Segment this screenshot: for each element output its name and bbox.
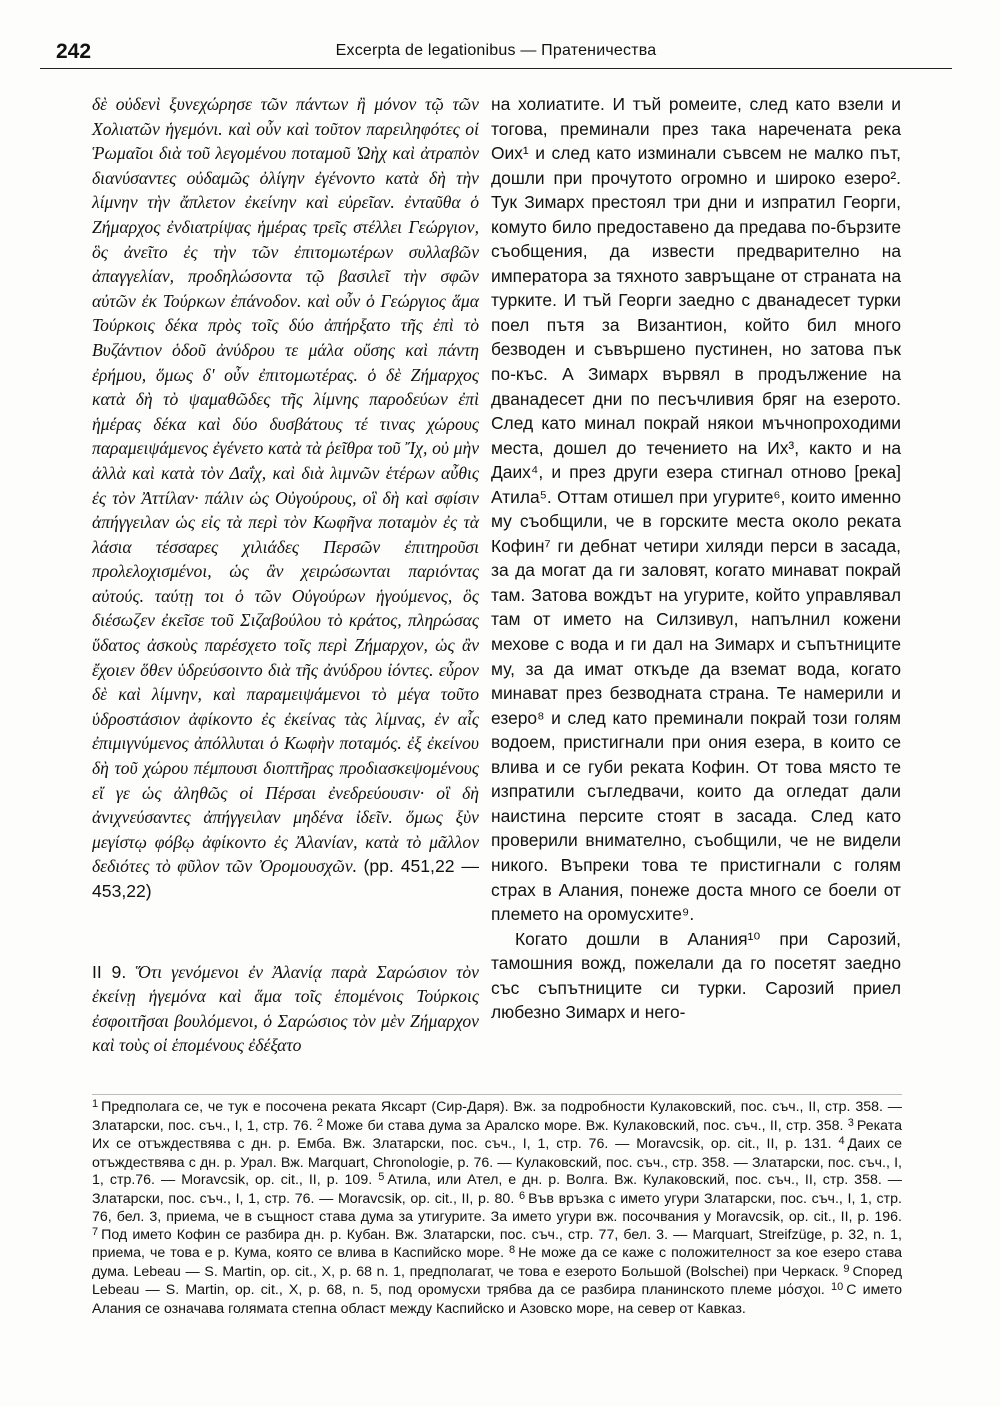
greek-section-text: Ὅτι γενόμενοι ἐν Ἀλανίᾳ παρὰ Σαρώσιον τὸν ἐκείνῃ ἡγεμόνα καὶ ἅμα τοῖς ἑπομένοις Τούρκοις ἐσφοιτῆσαι βουλόμενοι, ὁ Σαρώσιος τὸν μὲν Ζήμαρχον καὶ τοὺς οἱ ἑπομένους ἐδέξατο xyxy=(92,961,479,1056)
greek-text-column xyxy=(92,92,479,1058)
running-title: Excerpta de legationibus — Пратеничества xyxy=(335,42,657,59)
footnote-number: 2 xyxy=(316,1116,324,1129)
footnote xyxy=(317,1118,844,1134)
greek-section-paragraph xyxy=(92,960,479,1058)
page-number: 242 xyxy=(56,40,92,63)
footnote-number: 4 xyxy=(838,1135,845,1148)
footnote-number: 9 xyxy=(843,1262,850,1275)
footnote-text: Предполага се, че тук е посочена реката Яксарт (Сир-Даря). Вж. за подробности Кулаковский, пос. съч., II, стр. 358. — Златарски, пос. съч., I, 1, стр. 76. xyxy=(92,1099,902,1134)
translation-paragraph: на холиатите. И тъй ромеите, след като взели и тогова, преминали през така наречената река Оих¹ и след като изминали съвсем не малко път, дошли при прочутото огромно и широко езеро². Тук Зимарх престоял три дни и изпратил Георги, комуто било предоставено да предава по-бързите съобщения, да извести предварително на императора за тяхното завръщане от страната на турките. И тъй Георги заедно с дванадесет турки поел пътя за Византион, който бил много безводен и съвършено пустинен, но затова пък по-къс. А Зимарх вървял в продължение на дванадесет дни по песъчливия бряг на езерото. След като минал покрай някои мъчнопроходими места, дошел до течението на Их³, както и на Даих⁴, и през други езера стигнал отново [река] Атила⁵. Оттам отишел при угурите⁶, които именно му съобщили, че в горските места около реката Кофин⁷ ги дебнат четири хиляди перси в засада, за да могат да ги заловят, когато минават покрай там. Затова вождът на угурите, който управлявал там от името на Силзивул, напълнил кожени мехове с вода и ги дал на Зимарх и съпътниците му, за да имат откъде да вземат вода, когато минават през безводната страна. Те намерили и езеро⁸ и след като преминали покрай този голям водоем, пристигнали при ония езера, в които се влива и се губи реката Кофин. От това място те изпратили съгледвачи, които да огледат дали наистина персите стоят в засада. След като проверили внимателно, съобщили, че не видели никого. Въпреки това те пристигнали с голям страх в Алания, понеже доста много се боели от племето на оромусхите⁹. xyxy=(491,94,901,925)
footnote-text: Реката Их се отъждествява с дн. р. Емба. Вж. Златарски, пос. съч., I, 1, стр. 76. — Moravcsik, op. cit., II, p. 131. xyxy=(92,1117,902,1153)
footnote-text: С името Алания се означава голямата степна област между Каспийско и Азовско море, на север от Кавказ. xyxy=(92,1282,902,1318)
section-label: II 9. xyxy=(92,961,127,982)
footnote-number: 1 xyxy=(92,1098,99,1110)
footnote-text: Атила, или Ател, е дн. р. Волга. Вж. Кулаковский, пос. съч., II, стр. 358. — Златарски, пос. съч., I, 1, стр. 76. — Moravcsik, op. cit., II, p. 80. xyxy=(92,1172,902,1207)
footnote-text: Под името Кофин се разбира дн. р. Кубан. Вж. Златарски, пос. съч., стр. 77, бел. 3. — Marquart, Streifzüge, p. 32, n. 1, приема, че това е р. Кума, която се влива в Каспийско море. xyxy=(92,1226,902,1262)
footnote-text: Не може да се каже с положителност за кое езеро става дума. Lebeau — S. Martin, op. cit., X, p. 68 n. 1, предполагат, че това е езерото Большой (Воlsсhei) при Черкаск. xyxy=(92,1245,902,1280)
footnote-number: 10 xyxy=(831,1281,844,1294)
footnote-number: 7 xyxy=(92,1225,99,1238)
greek-paragraph-text: δὲ οὐδενὶ ξυνεχώρησε τῶν πάντων ἢ μόνον τῷ τῶν Χολιατῶν ἡγεμόνι. καὶ οὖν καὶ τοῦτον παρειληφότες οἱ Ῥωμαῖοι διὰ τοῦ λεγομένου ποταμοῦ Ὠὴχ καὶ ἀτραπὸν διανύσαντες οὐδαμῶς ὀλίγην ἐγένοντο κατὰ δὴ τὴν λίμνην τὴν ἄπλετον ἐκείνην καὶ εὐρεῖαν. ἐνταῦθα ὁ Ζήμαρχος ἐνδιατρίψας ἡμέρας τρεῖς στέλλει Γεώργιον, ὃς ἀνεῖτο ἐς τὴν τῶν ἐπιτομωτέρων συλλαβῶν ἀπαγγελίαν, προδηλώσοντα τῷ βασιλεῖ τὴν σφῶν αὐτῶν ἐκ Τούρκων ἐπάνοδον. καὶ οὖν ὁ Γεώργιος ἅμα Τούρκοις δέκα πρὸς τοῖς δύο ἀπήρξατο τῆς ἐπὶ τὸ Βυζάντιον ὁδοῦ ἀνύδρου τε μάλα οὔσης καὶ πάντη ἐρήμου, ὅμως δ' οὖν ἐπιτομωτέρας. ὁ δὲ Ζήμαρχος κατὰ δὴ τὸ ψαμαθῶδες τῆς λίμνης παροδεύων ἐπὶ ἡμέρας δέκα καὶ δύο δυσβάτους τέ τινας χώρους παραμειψάμενος ἐγένετο κατὰ τὰ ῥεῖθρα τοῦ Ἴχ, οὐ μὴν ἀλλὰ καὶ κατὰ τὸν Δαΐχ, καὶ διὰ λιμνῶν ἑτέρων αὖθις ἐς τὸν Ἀττίλαν· πάλιν ὡς Οὐγούρους, οἳ δὴ καὶ σφίσιν ἀπήγγειλαν ὡς εἰς τὰ περὶ τὸν Κωφῆνα ποταμὸν ἐς τὰ λάσια τέσσαρες χιλιάδες Περσῶν ἐπιτηροῦσι προλελοχισμένοι, ὡς ἂν χειρώσωνται παριόντας αὐτούς. ταύτῃ τοι ὁ τῶν Οὐγούρων ἡγούμενος, ὃς διέσωζεν ἐκεῖσε τοῦ Σιζαβούλου τὸ κράτος, πληρώσας ὕδατος ἀσκοὺς παρέσχετο τοῖς περὶ Ζήμαρχον, ὡς ἂν ἔχοιεν ὅθεν ὑδρεύσοιντο διὰ τῆς ἀνύδρου ἰόντες. εὗρον δὲ καὶ λίμνην, καὶ παραμειψάμενοι τὸ μέγα τοῦτο ὑδροστάσιον ἀφίκοντο ἐς ἐκείνας τὰς λίμνας, ἐν αἷς ἐπιμιγνύμενος ἀπόλλυται ὁ Κωφὴν ποταμός. ἐξ ἐκείνου δὴ τοῦ χώρου πέμπουσι διοπτῆρας προδιασκεψομένους εἴ γε ὡς ἀληθῶς οἱ Πέρσαι ἐνεδρεύουσιν· οἳ δὴ ἀνιχνεύσαντες ἀπήγγειλαν μηδένα ἰδεῖν. ὅμως ξὺν μεγίστῳ φόβῳ ἀφίκοντο ἐς Ἀλανίαν, κατὰ τὸ μᾶλλον δεδιότες τὸ φῦλον τῶν Ὀρομουσχῶν. xyxy=(92,94,479,877)
footnotes xyxy=(92,1099,902,1319)
translation-paragraph-2: Когато дошли в Алания¹⁰ при Сарозий, тамошния вожд, пожелали да го посетят заедно със съпътниците си турки. Сарозий приел любезно Зимарх и него- xyxy=(491,928,901,1023)
footnote-divider xyxy=(92,1094,902,1095)
footnote-number: 3 xyxy=(847,1116,854,1129)
footnote-text: Може би става дума за Аралско море. Вж. Кулаковский, пос. съч., II, стр. 358. xyxy=(326,1117,844,1134)
passage-reference: (pp. 451,22 — 453,22) xyxy=(92,856,480,901)
footnote-text: Във връзка с името угури Златарски, пос. съч., I, 1, стр. 76, бел. 3, приема, че в същност става дума за утигурите. За името угури вж. посочвания у Moravcsik, op. cit., II, p. 196. xyxy=(92,1190,902,1226)
footnote-text: Даих се отъждествява с дн. р. Урал. Вж. Marquart, Chronologie, p. 76. — Кулаковский, пос. съч., стр. 358. — Златарски, пос. съч., I, 1, стр.76. — Moravcsik, op. cit., II, p. 109. xyxy=(92,1136,902,1189)
footnote-number: 6 xyxy=(518,1189,526,1202)
page-header xyxy=(40,38,952,69)
footnote-number: 8 xyxy=(509,1244,516,1257)
footnote-number: 5 xyxy=(378,1171,385,1184)
greek-paragraph xyxy=(92,92,479,904)
footnote-text: Според Lebeau — S. Martin, op. cit., X, p. 68, n. 5, под оромусхи трябва да се разбира планинското племе μόσχοι. xyxy=(92,1263,903,1299)
bulgarian-translation-column xyxy=(491,92,901,1025)
